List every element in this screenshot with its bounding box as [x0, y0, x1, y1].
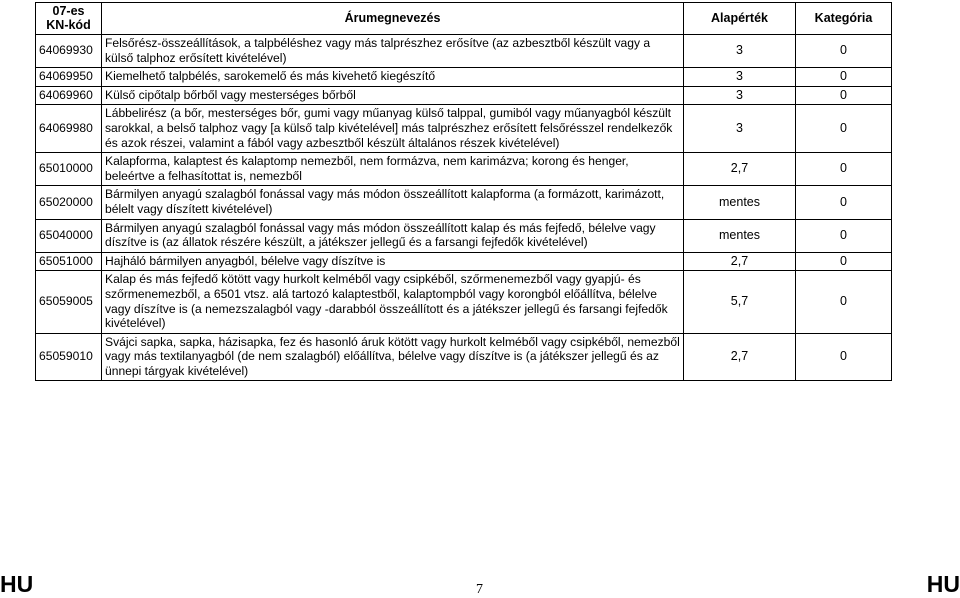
tariff-table [35, 2, 892, 381]
row-description: Felsőrész-összeállítások, a talpbéléshez vagy más talprészhez erősítve (az azbesztből készült vagy a külső talphoz erősített kivételével) [102, 35, 684, 68]
header-base-rate: Alapérték [684, 3, 796, 35]
row-base-rate: 2,7 [684, 252, 796, 271]
row-description: Svájci sapka, sapka, házisapka, fez és hasonló áruk kötött vagy hurkolt kelméből vagy csipkéből, nemezből vagy más textilanyagból (de nem szalagból) előállítva, bélelve vagy díszítve is (a játékszer jellegű és az ünnepi tárgyak kivételével) [102, 333, 684, 381]
row-code: 65059010 [36, 333, 102, 381]
row-code: 64069980 [36, 105, 102, 153]
row-category: 0 [796, 153, 892, 186]
row-base-rate: 3 [684, 105, 796, 153]
row-code: 64069930 [36, 35, 102, 68]
row-category: 0 [796, 186, 892, 219]
header-category: Kategória [796, 3, 892, 35]
row-code: 65051000 [36, 252, 102, 271]
row-category: 0 [796, 86, 892, 105]
row-code: 65040000 [36, 219, 102, 252]
row-base-rate: 5,7 [684, 271, 796, 333]
row-description: Bármilyen anyagú szalagból fonással vagy más módon összeállított kalapforma (a formázott, karimázott, bélelt vagy díszített kivételével) [102, 186, 684, 219]
row-code: 65059005 [36, 271, 102, 333]
row-code: 65010000 [36, 153, 102, 186]
row-description: Lábbelirész (a bőr, mesterséges bőr, gumi vagy műanyag külső talppal, gumiból vagy műanyagból készült sarokkal, a belső talphoz vagy [a külső talp kivételével] más talprészhez erősített felsőrésszel rendelkezők és azok részei, valamint a fából vagy azbesztből készült általános részek kivételével) [102, 105, 684, 153]
row-description: Bármilyen anyagú szalagból fonással vagy más módon összeállított kalap és más fejfedő, bélelve vagy díszítve is (az állatok részére készült, a játékszer jellegű és a farsangi fejfedők kivételével) [102, 219, 684, 252]
row-category: 0 [796, 219, 892, 252]
row-base-rate: 3 [684, 86, 796, 105]
row-code: 64069960 [36, 86, 102, 105]
row-description: Kiemelhető talpbélés, sarokemelő és más kivehető kiegészítő [102, 68, 684, 87]
row-base-rate: 3 [684, 68, 796, 87]
table-row [36, 219, 892, 252]
row-code: 65020000 [36, 186, 102, 219]
table-header-row [36, 3, 892, 35]
row-base-rate: 2,7 [684, 153, 796, 186]
row-description: Hajháló bármilyen anyagból, bélelve vagy díszítve is [102, 252, 684, 271]
row-category: 0 [796, 271, 892, 333]
table-row [36, 153, 892, 186]
row-category: 0 [796, 333, 892, 381]
table-row [36, 68, 892, 87]
row-base-rate: 2,7 [684, 333, 796, 381]
table-row [36, 86, 892, 105]
row-category: 0 [796, 252, 892, 271]
row-description: Külső cipőtalp bőrből vagy mesterséges bőrből [102, 86, 684, 105]
table-row [36, 271, 892, 333]
row-category: 0 [796, 105, 892, 153]
table-row [36, 333, 892, 381]
table-row [36, 252, 892, 271]
row-base-rate: mentes [684, 219, 796, 252]
header-description: Árumegnevezés [102, 3, 684, 35]
row-base-rate: mentes [684, 186, 796, 219]
row-description: Kalapforma, kalaptest és kalaptomp nemezből, nem formázva, nem karimázva; korong és henger, beleértve a felhasítottat is, nemezből [102, 153, 684, 186]
row-description: Kalap és más fejfedő kötött vagy hurkolt kelméből vagy csipkéből, szőrmenemezből vagy gyapjú- és szőrmenemezből, a 6501 vtsz. alá tartozó kalaptestből, kalaptompból vagy korongból előállítva, bélelve vagy díszítve is (a nemezszalagból vagy -darabból összeállított és a játékszer jellegű és farsangi fejfedők kivételével) [102, 271, 684, 333]
header-code [36, 3, 102, 35]
header-code-line2: KN-kód [46, 18, 91, 32]
table-row [36, 35, 892, 68]
header-code-line1: 07-es [52, 4, 85, 18]
row-category: 0 [796, 35, 892, 68]
table-row [36, 105, 892, 153]
footer-country-code-right: HU [926, 571, 960, 597]
row-code: 64069950 [36, 68, 102, 87]
footer-country-code-left: HU [0, 571, 34, 597]
row-category: 0 [796, 68, 892, 87]
table-row [36, 186, 892, 219]
row-base-rate: 3 [684, 35, 796, 68]
page-number: 7 [476, 582, 483, 597]
